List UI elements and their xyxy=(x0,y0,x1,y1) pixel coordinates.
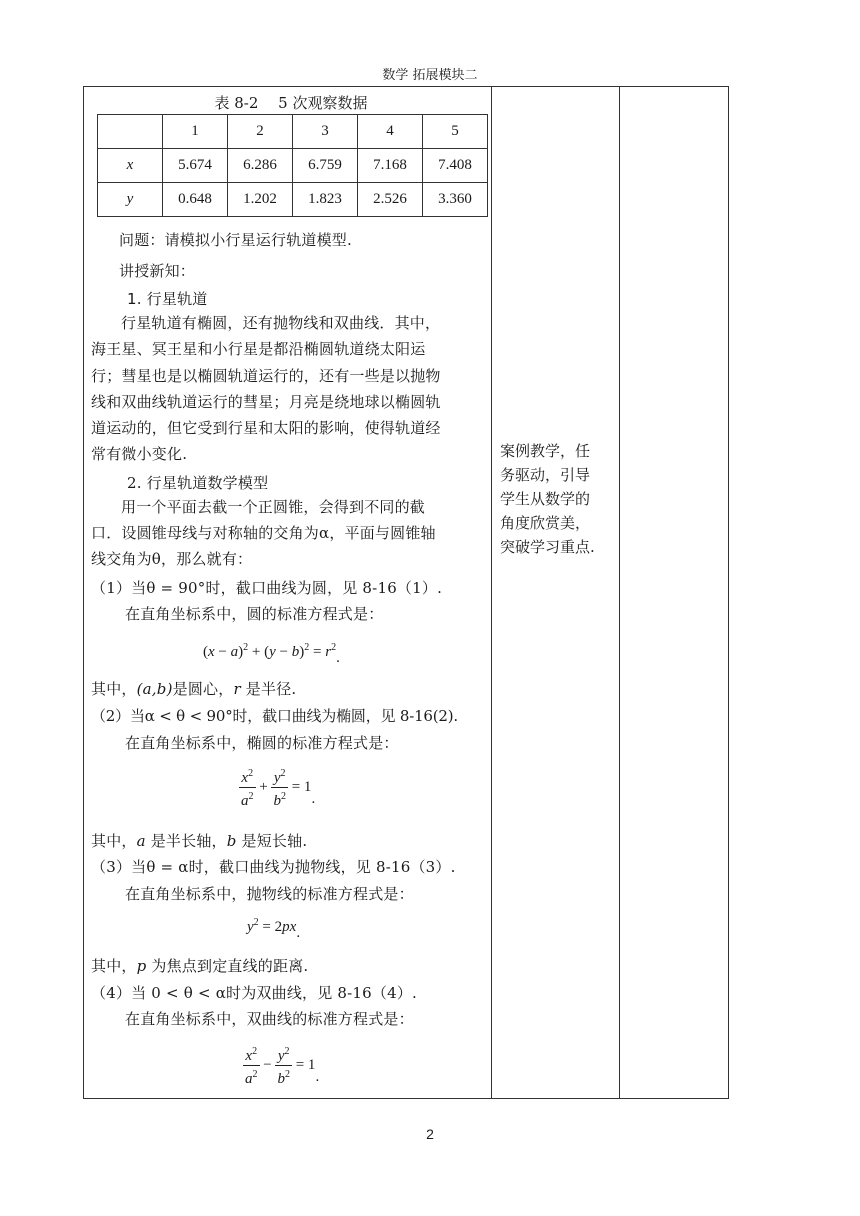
teaching-note-line: 务驱动，引导 xyxy=(500,466,591,484)
case-circle: （1）当θ = 90°时，截口曲线为圆，见 8-16（1）. xyxy=(91,579,443,597)
table-cell: 2.526 xyxy=(358,183,423,217)
note-variable: r xyxy=(233,680,241,698)
table-cell: 3.360 xyxy=(423,183,488,217)
table-cell: 6.759 xyxy=(293,149,358,183)
table-cell: 7.408 xyxy=(423,149,488,183)
column-divider xyxy=(619,87,620,1098)
paragraph-line: 行；彗星也是以椭圆轨道运行的，还有一些是以抛物 xyxy=(91,367,441,385)
note-text: 为焦点到定直线的距离. xyxy=(146,957,309,975)
teaching-note xyxy=(500,439,615,559)
table-row xyxy=(98,183,488,217)
note-text: 是半径. xyxy=(240,680,297,698)
note-variable: b xyxy=(226,832,237,850)
table-header-cell: 5 xyxy=(423,115,488,149)
table-header-cell xyxy=(98,115,163,149)
hyperbola-equation: $\frac{x^2}{a^2}$ − $\frac{y^2}{b^2}$ = 1. xyxy=(243,1043,319,1088)
circle-note xyxy=(91,678,296,699)
section-heading-orbit: 1. 行星轨道 xyxy=(127,290,208,308)
note-text: 其中， xyxy=(91,832,137,850)
note-variable: (a,b) xyxy=(136,680,173,698)
table-cell: 7.168 xyxy=(358,149,423,183)
table-cell: 0.648 xyxy=(163,183,228,217)
paragraph-line: 线和双曲线轨道运行的彗星；月亮是绕地球以椭圆轨 xyxy=(91,393,441,411)
note-variable: a xyxy=(136,832,146,850)
new-knowledge-heading: 讲授新知： xyxy=(119,262,196,280)
paragraph-line: 常有微小变化. xyxy=(91,445,188,463)
note-text: 其中， xyxy=(91,680,137,698)
table-cell: 6.286 xyxy=(228,149,293,183)
note-text: 其中， xyxy=(91,957,137,975)
parabola-equation: $y^2 = 2px$. xyxy=(247,917,301,941)
table-cell: 5.674 xyxy=(163,149,228,183)
note-text: 是圆心， xyxy=(172,680,234,698)
row-label: x xyxy=(98,149,163,183)
table-cell: 1.823 xyxy=(293,183,358,217)
ellipse-equation: $\frac{x^2}{a^2}$ + $\frac{y^2}{b^2}$ = 1. xyxy=(239,765,315,810)
paragraph-line: 口．设圆锥母线与对称轴的交角为α，平面与圆锥轴 xyxy=(91,524,436,542)
paragraph-line: 海王星、冥王星和小行星是都沿椭圆轨道绕太阳运 xyxy=(91,340,426,358)
teaching-note-line: 角度欣赏美， xyxy=(500,514,591,532)
ellipse-note xyxy=(91,830,307,851)
paragraph-line: 线交角为θ，那么就有： xyxy=(91,550,253,568)
table-header-cell: 2 xyxy=(228,115,293,149)
page-header: 数学 拓展模块二 xyxy=(382,68,478,83)
table-row xyxy=(98,149,488,183)
parabola-equation-intro: 在直角坐标系中，抛物线的标准方程式是： xyxy=(125,885,414,903)
circle-equation-intro: 在直角坐标系中，圆的标准方程式是： xyxy=(125,605,384,623)
note-text: 是短长轴. xyxy=(236,832,308,850)
paragraph-line: 道运动的，但它受到行星和太阳的影响，使得轨道经 xyxy=(91,419,441,437)
case-parabola: （3）当θ = α时，截口曲线为抛物线，见 8-16（3）. xyxy=(91,858,456,876)
paragraph-line: 行星轨道有椭圆，还有抛物线和双曲线．其中， xyxy=(121,314,441,332)
section-heading-model: 2. 行星轨道数学模型 xyxy=(127,474,269,492)
hyperbola-equation-intro: 在直角坐标系中，双曲线的标准方程式是： xyxy=(125,1010,414,1028)
table-header-cell: 4 xyxy=(358,115,423,149)
teaching-note-line: 突破学习重点. xyxy=(500,538,595,556)
case-ellipse: （2）当α < θ < 90°时，截口曲线为椭圆，见 8-16(2). xyxy=(91,707,458,725)
page-number: 2 xyxy=(426,1126,434,1142)
ellipse-equation-intro: 在直角坐标系中，椭圆的标准方程式是： xyxy=(125,734,399,752)
column-divider xyxy=(491,87,492,1098)
note-text: 是半长轴， xyxy=(145,832,227,850)
problem-text: 问题：请模拟小行星运行轨道模型. xyxy=(119,231,352,249)
paragraph-line: 用一个平面去截一个正圆锥，会得到不同的截 xyxy=(121,498,426,516)
circle-equation: $(x - a)^2 + (y - b)^2 = r^2$. xyxy=(203,642,340,666)
table-cell: 1.202 xyxy=(228,183,293,217)
parabola-note xyxy=(91,955,308,976)
teaching-note-line: 学生从数学的 xyxy=(500,490,591,508)
table-header-cell: 3 xyxy=(293,115,358,149)
row-label: y xyxy=(98,183,163,217)
table-header-row xyxy=(98,115,488,149)
table-header-cell: 1 xyxy=(163,115,228,149)
lesson-table-frame xyxy=(83,86,729,1099)
observation-table xyxy=(97,114,488,217)
note-variable: p xyxy=(136,957,147,975)
case-hyperbola: （4）当 0 < θ < α时为双曲线，见 8-16（4）. xyxy=(91,984,418,1002)
teaching-note-line: 案例教学，任 xyxy=(500,442,591,460)
table-caption: 表 8-2 5 次观察数据 xyxy=(214,94,368,112)
